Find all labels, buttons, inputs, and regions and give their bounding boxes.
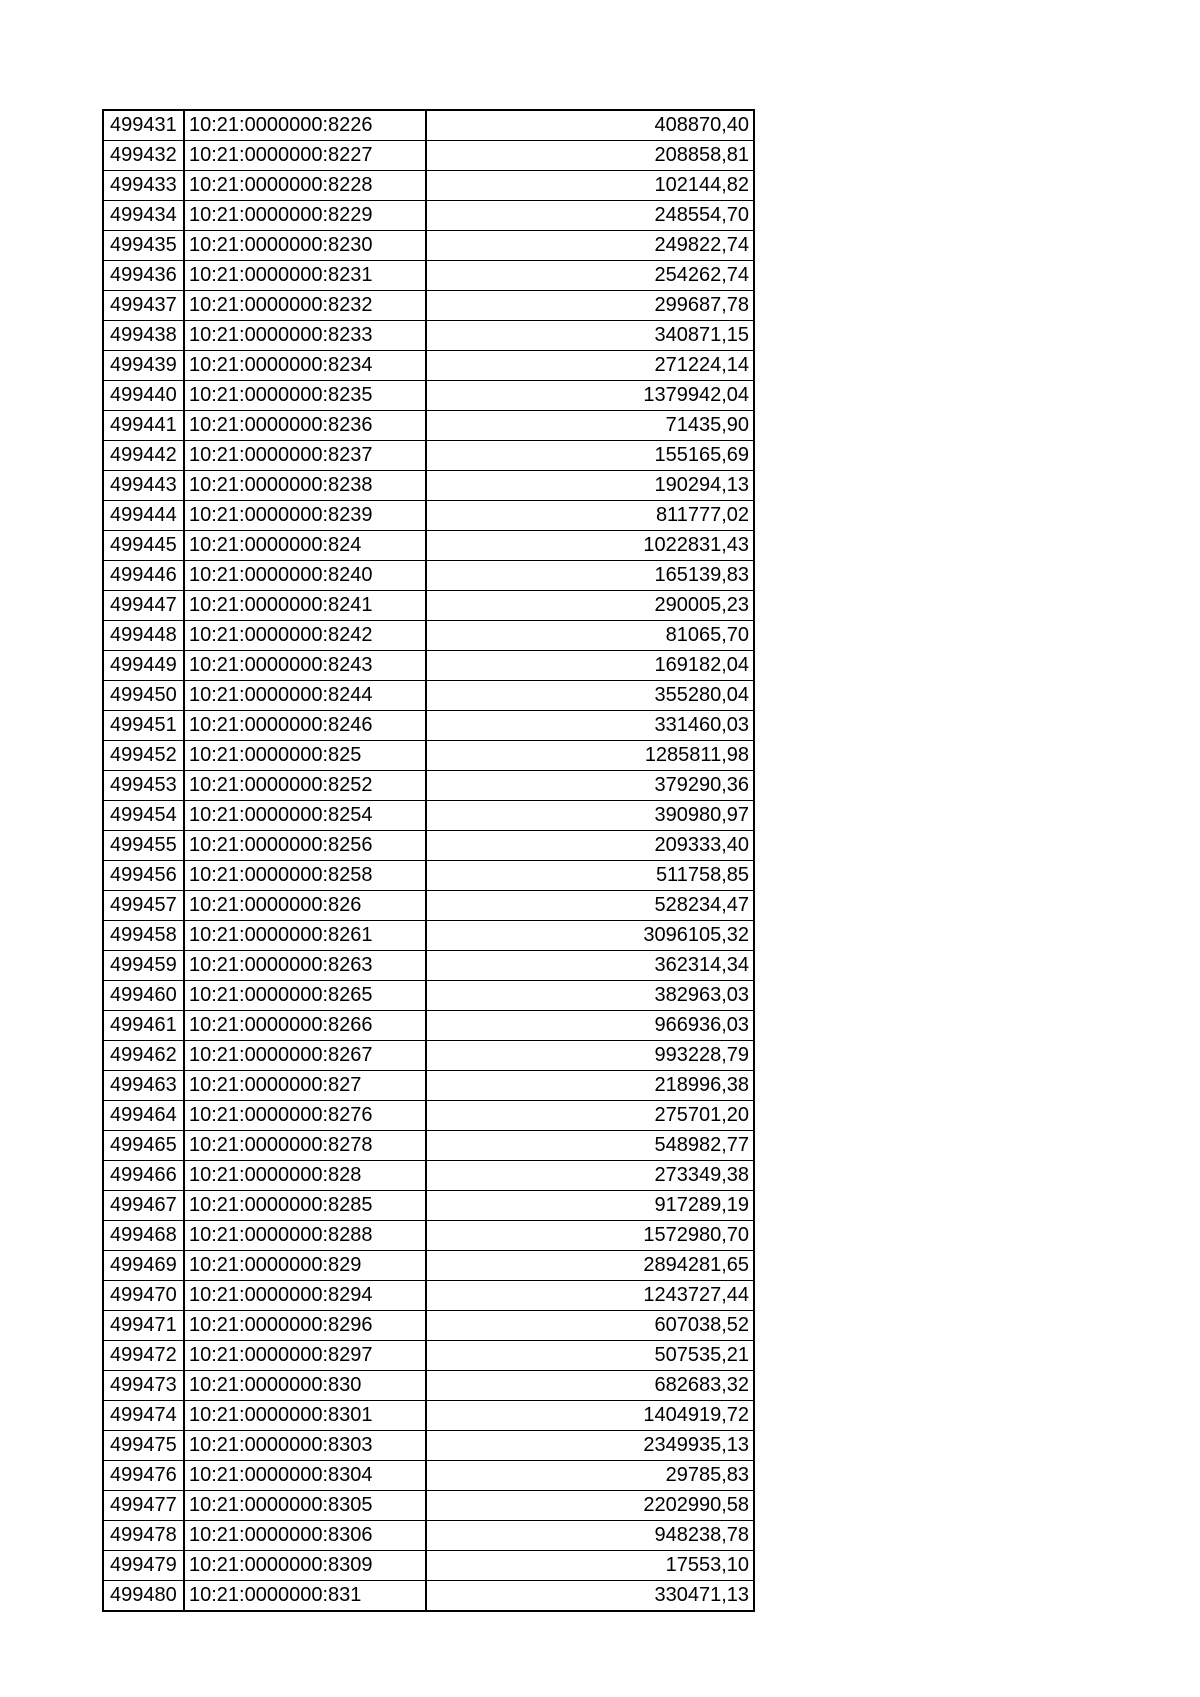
- value-cell: 682683,32: [426, 1371, 754, 1401]
- row-number-cell: 499448: [103, 621, 184, 651]
- table-row: [103, 141, 754, 171]
- row-number-cell: 499479: [103, 1551, 184, 1581]
- row-number-cell: 499454: [103, 801, 184, 831]
- cadastral-number-cell: 10:21:0000000:8241: [184, 591, 426, 621]
- table-row: [103, 771, 754, 801]
- table-row: [103, 801, 754, 831]
- cadastral-number-cell: 10:21:0000000:8285: [184, 1191, 426, 1221]
- table-row: [103, 1371, 754, 1401]
- cadastral-number-cell: 10:21:0000000:8266: [184, 1011, 426, 1041]
- row-number-cell: 499459: [103, 951, 184, 981]
- value-cell: 271224,14: [426, 351, 754, 381]
- row-number-cell: 499439: [103, 351, 184, 381]
- row-number-cell: 499471: [103, 1311, 184, 1341]
- cadastral-number-cell: 10:21:0000000:8261: [184, 921, 426, 951]
- row-number-cell: 499446: [103, 561, 184, 591]
- row-number-cell: 499442: [103, 441, 184, 471]
- table-row: [103, 1281, 754, 1311]
- value-cell: 362314,34: [426, 951, 754, 981]
- row-number-cell: 499475: [103, 1431, 184, 1461]
- row-number-cell: 499473: [103, 1371, 184, 1401]
- cadastral-number-cell: 10:21:0000000:828: [184, 1161, 426, 1191]
- value-cell: 155165,69: [426, 441, 754, 471]
- row-number-cell: 499477: [103, 1491, 184, 1521]
- table-row: [103, 1191, 754, 1221]
- value-cell: 2894281,65: [426, 1251, 754, 1281]
- table-row: [103, 591, 754, 621]
- table-row: [103, 921, 754, 951]
- table-row: [103, 441, 754, 471]
- cadastral-number-cell: 10:21:0000000:826: [184, 891, 426, 921]
- row-number-cell: 499433: [103, 171, 184, 201]
- table-row: [103, 951, 754, 981]
- value-cell: 209333,40: [426, 831, 754, 861]
- value-cell: 81065,70: [426, 621, 754, 651]
- table-row: [103, 621, 754, 651]
- value-cell: 2349935,13: [426, 1431, 754, 1461]
- value-cell: 511758,85: [426, 861, 754, 891]
- row-number-cell: 499467: [103, 1191, 184, 1221]
- value-cell: 382963,03: [426, 981, 754, 1011]
- row-number-cell: 499461: [103, 1011, 184, 1041]
- value-cell: 299687,78: [426, 291, 754, 321]
- row-number-cell: 499440: [103, 381, 184, 411]
- table-row: [103, 1101, 754, 1131]
- table-row: [103, 1401, 754, 1431]
- cadastral-number-cell: 10:21:0000000:8227: [184, 141, 426, 171]
- value-cell: 548982,77: [426, 1131, 754, 1161]
- row-number-cell: 499462: [103, 1041, 184, 1071]
- table-row: [103, 1041, 754, 1071]
- cadastral-number-cell: 10:21:0000000:8234: [184, 351, 426, 381]
- row-number-cell: 499465: [103, 1131, 184, 1161]
- cadastral-number-cell: 10:21:0000000:8309: [184, 1551, 426, 1581]
- cadastral-number-cell: 10:21:0000000:8305: [184, 1491, 426, 1521]
- row-number-cell: 499469: [103, 1251, 184, 1281]
- cadastral-number-cell: 10:21:0000000:8306: [184, 1521, 426, 1551]
- row-number-cell: 499431: [103, 110, 184, 141]
- value-cell: 917289,19: [426, 1191, 754, 1221]
- table-row: [103, 411, 754, 441]
- cadastral-number-cell: 10:21:0000000:831: [184, 1581, 426, 1612]
- row-number-cell: 499458: [103, 921, 184, 951]
- value-cell: 208858,81: [426, 141, 754, 171]
- cadastral-number-cell: 10:21:0000000:8296: [184, 1311, 426, 1341]
- table-row: [103, 1161, 754, 1191]
- row-number-cell: 499453: [103, 771, 184, 801]
- row-number-cell: 499474: [103, 1401, 184, 1431]
- table-row: [103, 1341, 754, 1371]
- row-number-cell: 499452: [103, 741, 184, 771]
- value-cell: 249822,74: [426, 231, 754, 261]
- value-cell: 408870,40: [426, 110, 754, 141]
- value-cell: 507535,21: [426, 1341, 754, 1371]
- cadastral-number-cell: 10:21:0000000:8231: [184, 261, 426, 291]
- value-cell: 331460,03: [426, 711, 754, 741]
- cadastral-number-cell: 10:21:0000000:830: [184, 1371, 426, 1401]
- value-cell: 218996,38: [426, 1071, 754, 1101]
- row-number-cell: 499432: [103, 141, 184, 171]
- table-row: [103, 681, 754, 711]
- row-number-cell: 499455: [103, 831, 184, 861]
- cadastral-number-cell: 10:21:0000000:8230: [184, 231, 426, 261]
- value-cell: 330471,13: [426, 1581, 754, 1612]
- value-cell: 390980,97: [426, 801, 754, 831]
- table-row: [103, 231, 754, 261]
- row-number-cell: 499480: [103, 1581, 184, 1612]
- table-row: [103, 1311, 754, 1341]
- cadastral-number-cell: 10:21:0000000:829: [184, 1251, 426, 1281]
- value-cell: 966936,03: [426, 1011, 754, 1041]
- table-row: [103, 1521, 754, 1551]
- cadastral-number-cell: 10:21:0000000:8256: [184, 831, 426, 861]
- table-row: [103, 1251, 754, 1281]
- value-cell: 169182,04: [426, 651, 754, 681]
- cadastral-number-cell: 10:21:0000000:8288: [184, 1221, 426, 1251]
- cadastral-number-cell: 10:21:0000000:8252: [184, 771, 426, 801]
- table-row: [103, 561, 754, 591]
- value-cell: 1379942,04: [426, 381, 754, 411]
- row-number-cell: 499468: [103, 1221, 184, 1251]
- cadastral-number-cell: 10:21:0000000:8278: [184, 1131, 426, 1161]
- value-cell: 248554,70: [426, 201, 754, 231]
- value-cell: 190294,13: [426, 471, 754, 501]
- value-cell: 273349,38: [426, 1161, 754, 1191]
- row-number-cell: 499466: [103, 1161, 184, 1191]
- value-cell: 355280,04: [426, 681, 754, 711]
- value-cell: 993228,79: [426, 1041, 754, 1071]
- row-number-cell: 499443: [103, 471, 184, 501]
- cadastral-number-cell: 10:21:0000000:8240: [184, 561, 426, 591]
- value-cell: 165139,83: [426, 561, 754, 591]
- value-cell: 2202990,58: [426, 1491, 754, 1521]
- table-body: [103, 110, 754, 1611]
- table-row: [103, 471, 754, 501]
- row-number-cell: 499456: [103, 861, 184, 891]
- cadastral-number-cell: 10:21:0000000:8258: [184, 861, 426, 891]
- cadastral-number-cell: 10:21:0000000:8243: [184, 651, 426, 681]
- cadastral-number-cell: 10:21:0000000:8304: [184, 1461, 426, 1491]
- cadastral-number-cell: 10:21:0000000:8236: [184, 411, 426, 441]
- table-row: [103, 381, 754, 411]
- row-number-cell: 499470: [103, 1281, 184, 1311]
- cadastral-number-cell: 10:21:0000000:8238: [184, 471, 426, 501]
- value-cell: 811777,02: [426, 501, 754, 531]
- table-row: [103, 1221, 754, 1251]
- value-cell: 1022831,43: [426, 531, 754, 561]
- table-row: [103, 201, 754, 231]
- row-number-cell: 499437: [103, 291, 184, 321]
- cadastral-number-cell: 10:21:0000000:8239: [184, 501, 426, 531]
- cadastral-number-cell: 10:21:0000000:8228: [184, 171, 426, 201]
- row-number-cell: 499463: [103, 1071, 184, 1101]
- value-cell: 71435,90: [426, 411, 754, 441]
- value-cell: 290005,23: [426, 591, 754, 621]
- row-number-cell: 499478: [103, 1521, 184, 1551]
- table-row: [103, 321, 754, 351]
- table-row: [103, 291, 754, 321]
- table-row: [103, 261, 754, 291]
- row-number-cell: 499449: [103, 651, 184, 681]
- value-cell: 1404919,72: [426, 1401, 754, 1431]
- row-number-cell: 499441: [103, 411, 184, 441]
- row-number-cell: 499476: [103, 1461, 184, 1491]
- cadastral-number-cell: 10:21:0000000:8246: [184, 711, 426, 741]
- cadastral-number-cell: 10:21:0000000:8242: [184, 621, 426, 651]
- row-number-cell: 499438: [103, 321, 184, 351]
- cadastral-number-cell: 10:21:0000000:8276: [184, 1101, 426, 1131]
- cadastral-number-cell: 10:21:0000000:824: [184, 531, 426, 561]
- table-row: [103, 741, 754, 771]
- table-row: [103, 1431, 754, 1461]
- table-row: [103, 1461, 754, 1491]
- value-cell: 1572980,70: [426, 1221, 754, 1251]
- table-row: [103, 861, 754, 891]
- row-number-cell: 499450: [103, 681, 184, 711]
- table-row: [103, 1131, 754, 1161]
- cadastral-number-cell: 10:21:0000000:8232: [184, 291, 426, 321]
- table-row: [103, 711, 754, 741]
- cadastral-number-cell: 10:21:0000000:8229: [184, 201, 426, 231]
- data-table: [102, 109, 755, 1612]
- value-cell: 607038,52: [426, 1311, 754, 1341]
- cadastral-number-cell: 10:21:0000000:8233: [184, 321, 426, 351]
- row-number-cell: 499447: [103, 591, 184, 621]
- table-row: [103, 171, 754, 201]
- table-row: [103, 831, 754, 861]
- table-row: [103, 531, 754, 561]
- value-cell: 3096105,32: [426, 921, 754, 951]
- cadastral-number-cell: 10:21:0000000:8226: [184, 110, 426, 141]
- row-number-cell: 499434: [103, 201, 184, 231]
- row-number-cell: 499435: [103, 231, 184, 261]
- cadastral-number-cell: 10:21:0000000:827: [184, 1071, 426, 1101]
- value-cell: 102144,82: [426, 171, 754, 201]
- cadastral-number-cell: 10:21:0000000:8235: [184, 381, 426, 411]
- value-cell: 340871,15: [426, 321, 754, 351]
- row-number-cell: 499451: [103, 711, 184, 741]
- table-row: [103, 1551, 754, 1581]
- value-cell: 379290,36: [426, 771, 754, 801]
- cadastral-number-cell: 10:21:0000000:8244: [184, 681, 426, 711]
- cadastral-number-cell: 10:21:0000000:8297: [184, 1341, 426, 1371]
- row-number-cell: 499445: [103, 531, 184, 561]
- table-row: [103, 651, 754, 681]
- row-number-cell: 499460: [103, 981, 184, 1011]
- cadastral-number-cell: 10:21:0000000:8303: [184, 1431, 426, 1461]
- cadastral-number-cell: 10:21:0000000:8267: [184, 1041, 426, 1071]
- table-row: [103, 110, 754, 141]
- table-row: [103, 1071, 754, 1101]
- value-cell: 528234,47: [426, 891, 754, 921]
- cadastral-number-cell: 10:21:0000000:8237: [184, 441, 426, 471]
- table-row: [103, 1491, 754, 1521]
- cadastral-number-cell: 10:21:0000000:8301: [184, 1401, 426, 1431]
- table-row: [103, 891, 754, 921]
- table-row: [103, 1011, 754, 1041]
- cadastral-number-cell: 10:21:0000000:8294: [184, 1281, 426, 1311]
- value-cell: 1243727,44: [426, 1281, 754, 1311]
- value-cell: 275701,20: [426, 1101, 754, 1131]
- cadastral-number-cell: 10:21:0000000:8263: [184, 951, 426, 981]
- table-row: [103, 981, 754, 1011]
- cadastral-number-cell: 10:21:0000000:825: [184, 741, 426, 771]
- value-cell: 254262,74: [426, 261, 754, 291]
- cadastral-number-cell: 10:21:0000000:8254: [184, 801, 426, 831]
- row-number-cell: 499444: [103, 501, 184, 531]
- table-row: [103, 501, 754, 531]
- value-cell: 948238,78: [426, 1521, 754, 1551]
- cadastral-number-cell: 10:21:0000000:8265: [184, 981, 426, 1011]
- value-cell: 1285811,98: [426, 741, 754, 771]
- value-cell: 29785,83: [426, 1461, 754, 1491]
- table-row: [103, 1581, 754, 1612]
- row-number-cell: 499436: [103, 261, 184, 291]
- row-number-cell: 499472: [103, 1341, 184, 1371]
- row-number-cell: 499457: [103, 891, 184, 921]
- value-cell: 17553,10: [426, 1551, 754, 1581]
- row-number-cell: 499464: [103, 1101, 184, 1131]
- table-row: [103, 351, 754, 381]
